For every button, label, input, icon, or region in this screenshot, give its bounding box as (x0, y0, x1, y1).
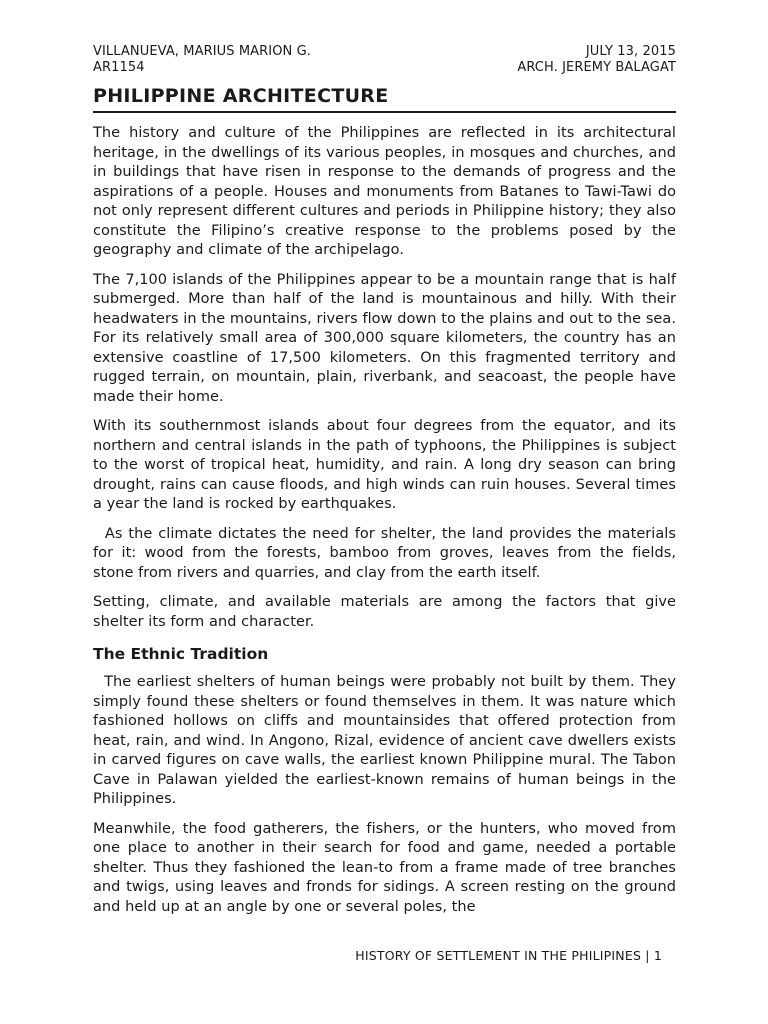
section-paragraph-2: Meanwhile, the food gatherers, the fishers, or the hunters, who moved from one place to another in their search for food and game, needed a portable shelter. Thus they fashioned the lean-to from a frame made of tree branches and twigs, using leaves and fronds for sidings. A screen resting on the ground and held up at an angle by one or several poles, the (93, 820, 676, 915)
instructor-name: ARCH. JEREMY BALAGAT (517, 60, 676, 75)
author-name: VILLANUEVA, MARIUS MARION G. (93, 44, 312, 59)
document-date: JULY 13, 2015 (585, 44, 676, 59)
paragraph-2: The 7,100 islands of the Philippines appear to be a mountain range that is half submerged. More than half of the land is mountainous and hilly. With their headwaters in the mountains, rivers flow down to the plains and out to the sea. For its relatively small area of 300,000 square kilometers, the country has an extensive coastline of 17,500 kilometers. On this fragmented territory and rugged terrain, on mountain, plain, riverbank, and seacoast, the people have made their home. (93, 271, 676, 405)
page-footer: HISTORY OF SETTLEMENT IN THE PHILIPINES | 1 (355, 948, 662, 963)
paragraph-1: The history and culture of the Philippines are reflected in its architectural heritage, in the dwellings of its various peoples, in mosques and churches, and in buildings that have risen in response to the demands of progress and the aspirations of a people. Houses and monuments from Batanes to Tawi-Tawi do not only represent different cultures and periods in Philippine history; they also constitute the Filipino’s creative response to the problems posed by the geography and climate of the archipelago. (93, 125, 676, 258)
page-title: PHILIPPINE ARCHITECTURE (93, 85, 676, 113)
section-heading: The Ethnic Tradition (93, 645, 269, 663)
section-paragraph-1: The earliest shelters of human beings were probably not built by them. They simply found these shelters or found themselves in them. It was nature which fashioned hollows on cliffs and mountainsides that offered protection from heat, rain, and wind. In Angono, Rizal, evidence of ancient cave dwellers exists in carved figures on cave walls, the earliest known Philippine mural. The Tabon Cave in Palawan yielded the earliest-known remains of human beings in the Philippines. (93, 674, 676, 807)
paragraph-5: Setting, climate, and available materials are among the factors that give shelter its form and character. (93, 594, 676, 630)
document-body (93, 124, 676, 927)
paragraph-3: With its southernmost islands about four degrees from the equator, and its northern and central islands in the path of typhoons, the Philippines is subject to the worst of tropical heat, humidity, and rain. A long dry season can bring drought, rains can cause floods, and high winds can ruin houses. Several times a year the land is rocked by earthquakes. (93, 418, 676, 512)
course-code: AR1154 (93, 60, 145, 75)
paragraph-4: As the climate dictates the need for shelter, the land provides the materials for it: wood from the forests, bamboo from groves, leaves from the fields, stone from rivers and quarries, and clay from the earth itself. (93, 525, 676, 581)
